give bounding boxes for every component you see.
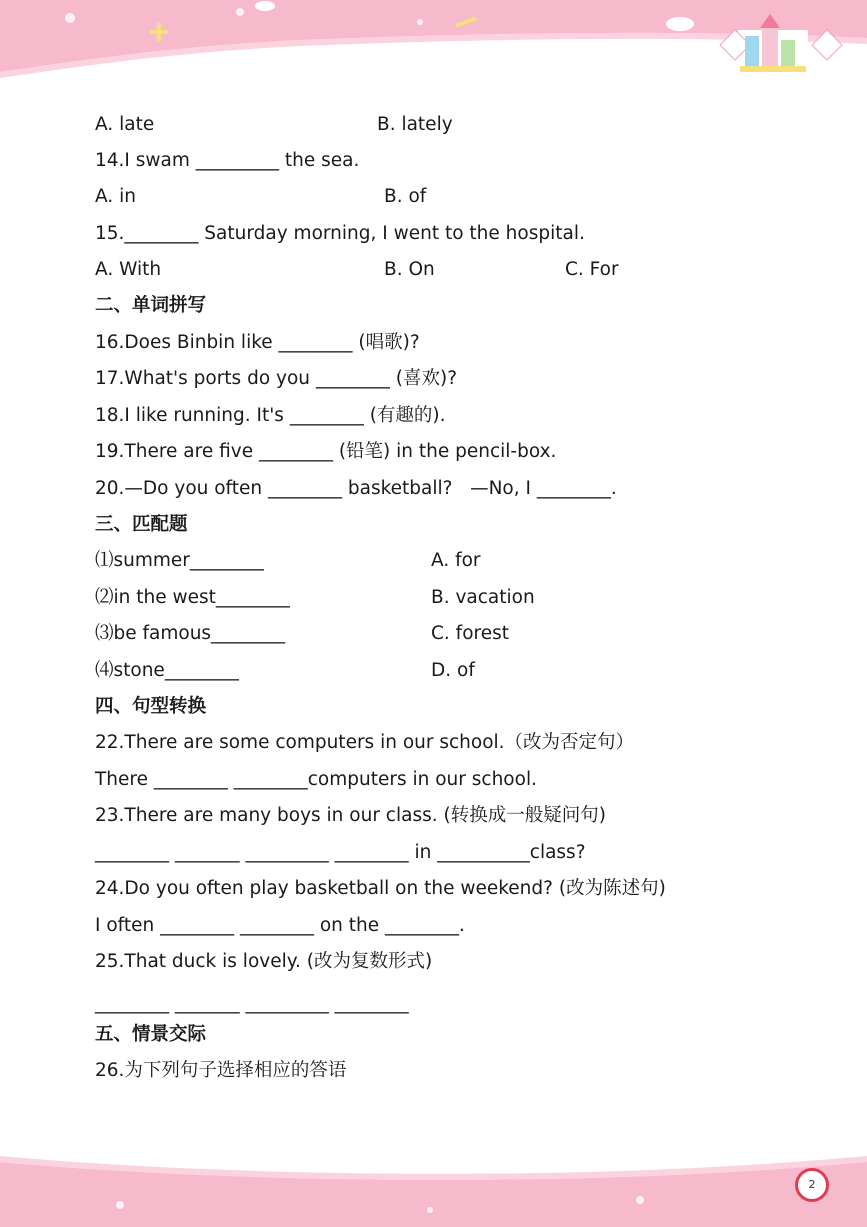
- option-b: B. lately: [377, 114, 453, 135]
- answer-23: ________ _______ _________ ________ in __________class?: [95, 842, 586, 863]
- section-heading-dialogue: 五、情景交际: [95, 1024, 207, 1045]
- match-left: ⑵in the west________: [95, 587, 290, 608]
- option-a: A. late: [95, 114, 155, 135]
- question-23: 23.There are many boys in our class. (转换成一般疑问句): [95, 805, 606, 826]
- question-25: 25.That duck is lovely. (改为复数形式): [95, 951, 433, 972]
- match-right: A. for: [431, 550, 481, 571]
- question-22: 22.There are some computers in our school.（改为否定句）: [95, 732, 635, 753]
- q13-options: [95, 113, 453, 137]
- question-15: 15.________ Saturday morning, I went to the hospital.: [95, 223, 585, 244]
- match-row-3: [95, 622, 509, 646]
- q15-options: [95, 258, 619, 282]
- match-row-2: [95, 586, 535, 610]
- answer-25: ________ _______ _________ ________: [95, 993, 409, 1014]
- option-a: A. in: [95, 186, 136, 207]
- option-b: B. On: [384, 259, 435, 280]
- answer-24: I often ________ ________ on the ________.: [95, 915, 465, 936]
- match-left: ⑴summer________: [95, 550, 264, 571]
- match-left: ⑷stone________: [95, 660, 239, 681]
- section-heading-transform: 四、句型转换: [95, 696, 207, 717]
- section-heading-matching: 三、匹配题: [95, 514, 188, 535]
- match-right: C. forest: [431, 623, 509, 644]
- section-heading-spelling: 二、单词拼写: [95, 295, 207, 316]
- answer-22: There ________ ________computers in our school.: [95, 769, 537, 790]
- question-26: 26.为下列句子选择相应的答语: [95, 1060, 347, 1081]
- top-banner-decoration: [0, 0, 867, 90]
- q14-options: [95, 185, 427, 209]
- question-20: 20.—Do you often ________ basketball? —No, I ________.: [95, 478, 617, 499]
- question-16: 16.Does Binbin like ________ (唱歌)?: [95, 332, 420, 353]
- match-right: D. of: [431, 660, 475, 681]
- option-c: C. For: [565, 259, 619, 280]
- question-18: 18.I like running. It's ________ (有趣的).: [95, 405, 446, 426]
- question-14: 14.I swam _________ the sea.: [95, 150, 360, 171]
- question-17: 17.What's ports do you ________ (喜欢)?: [95, 368, 458, 389]
- page-number-badge: 2: [795, 1168, 829, 1202]
- option-a: A. With: [95, 259, 162, 280]
- match-row-1: [95, 549, 481, 573]
- question-24: 24.Do you often play basketball on the weekend? (改为陈述句): [95, 878, 666, 899]
- match-right: B. vacation: [431, 587, 535, 608]
- match-row-4: [95, 659, 475, 683]
- match-left: ⑶be famous________: [95, 623, 286, 644]
- option-b: B. of: [384, 186, 427, 207]
- bottom-banner-decoration: [0, 1150, 867, 1227]
- question-19: 19.There are five ________ (铅笔) in the pencil-box.: [95, 441, 557, 462]
